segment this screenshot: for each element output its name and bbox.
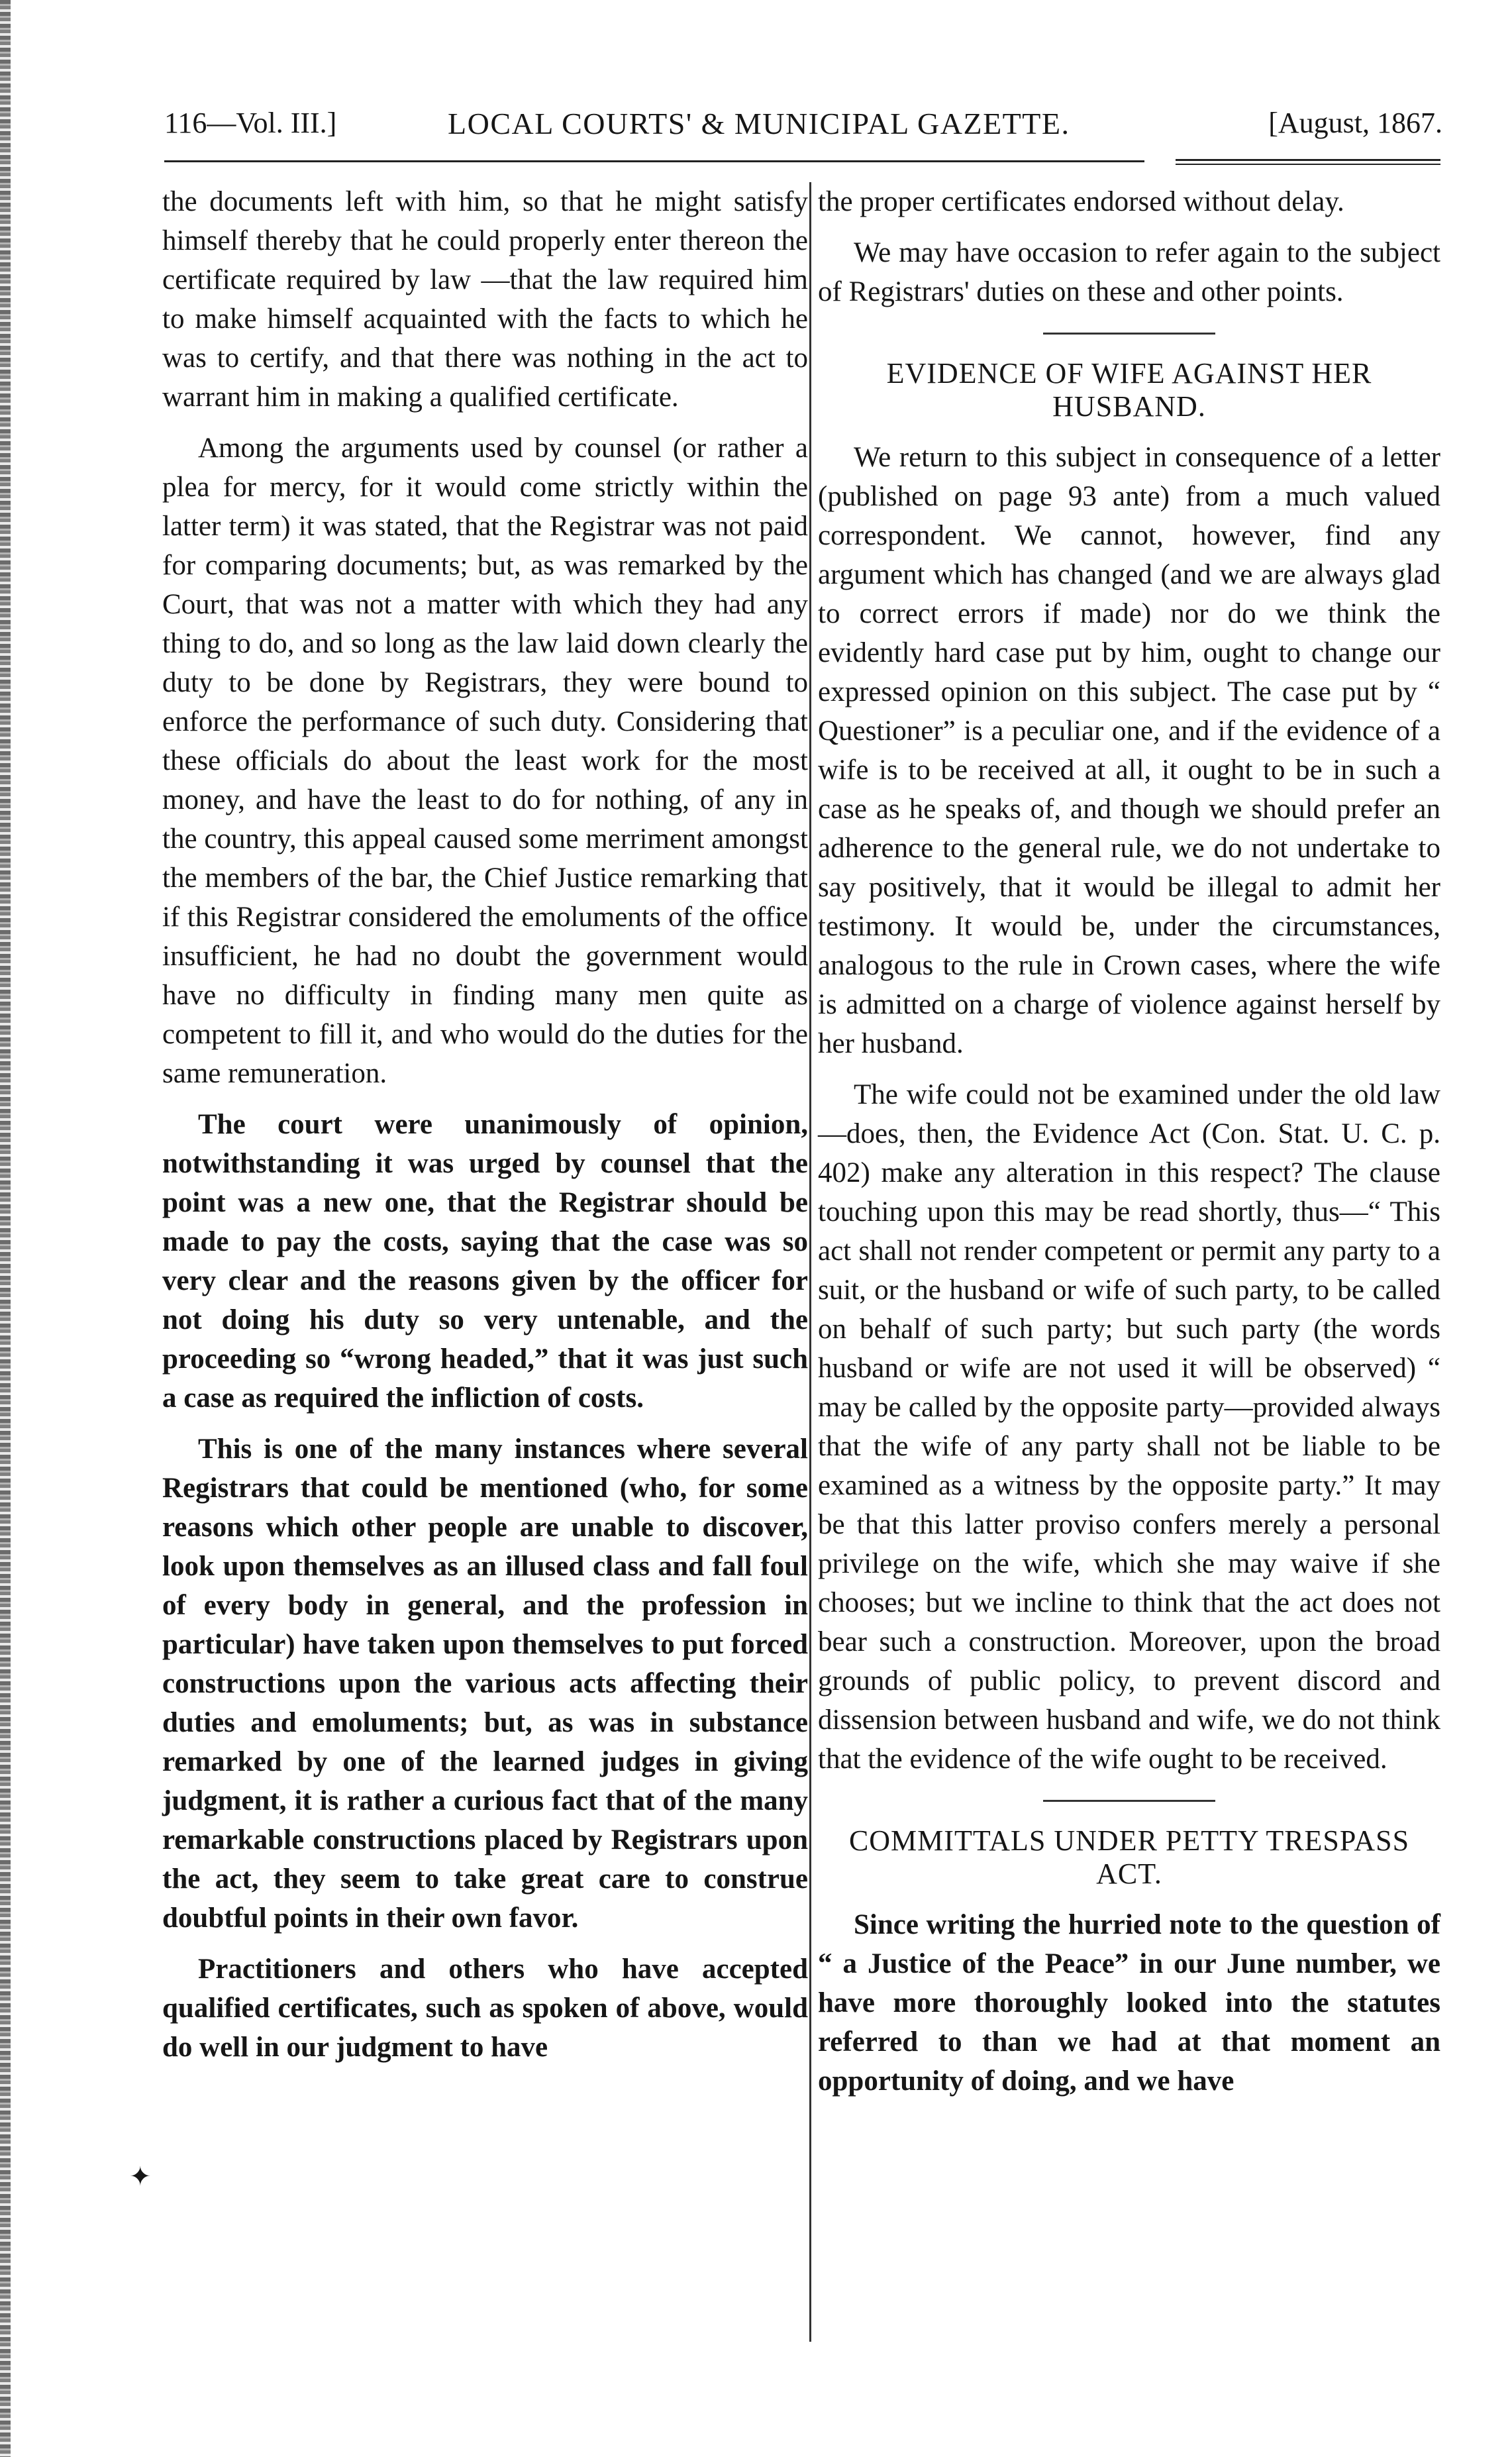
paragraph: We may have occasion to refer again to the subject of Registrars' duties on these and other points.: [818, 237, 1440, 307]
paragraph: Since writing the hurried note to the question of “ a Justice of the Peace” in our June number, we have more thoroughly looked into the statutes referred to than we had at that moment an opportunity of doing, and we have: [818, 1909, 1440, 2097]
paragraph: The wife could not be examined under the old law—does, then, the Evidence Act (Con. Stat. U. C. p. 402) make any alteration in this respect? The clause touching upon this may be read shortly, thus—“ This act shall not render competent or permit any party to a suit, or the husband or wife of such party, to be called on behalf of such party; but such party (the words husband or wife are not used it will be observed) “ may be called by the opposite party—provided always that the wife of any party shall not be liable to be examined as a witness by the opposite party.” It may be that this latter proviso confers merely a personal privilege on the wife, which she may waive if she chooses; but we incline to think that the act does not bear such a construction. Moreover, upon the broad grounds of public policy, to prevent discord and dissension between husband and wife, we do not think that the evidence of the wife ought to be received.: [818, 1079, 1440, 1775]
publication-title: LOCAL COURTS' & MUNICIPAL GAZETTE.: [448, 107, 1070, 140]
issue-date: [August, 1867.: [1268, 107, 1442, 139]
scanned-page-edge: [0, 0, 11, 2457]
paragraph: Practitioners and others who have accepted qualified certificates, such as spoken of above, would do well in our judgment to have: [162, 1954, 808, 2063]
header-rule-right: [1176, 159, 1440, 165]
paragraph: This is one of the many instances where several Registrars that could be mentioned (who, for some reasons which other people are unable to discover, look upon themselves as an illused class and fall foul of every body in general, and the profession in particular) have taken upon themselves to put forced constructions upon the various acts affecting their duties and emoluments; but, as was in substance remarked by one of the learned judges in giving judgment, it is rather a curious fact that of the many remarkable constructions placed by Registrars upon the act, they seem to take great care to construe doubtful points in their own favor.: [162, 1434, 808, 1934]
section-heading-evidence: EVIDENCE OF WIFE AGAINST HER HUSBAND.: [886, 357, 1372, 423]
paragraph: Among the arguments used by counsel (or rather a plea for mercy, for it would come strictly within the latter term) it was stated, that the Registrar was not paid for comparing documents; but, as was remarked by the Court, that was not a matter with which they had any thing to do, and so long as the law laid down clearly the duty to be done by Registrars, they were bound to enforce the performance of such duty. Considering that these officials do about the least work for the most money, and have the least to do for nothing, of any in the country, this appeal caused some merriment amongst the members of the bar, the Chief Justice remarking that if this Registrar considered the emoluments of the office insufficient, he had no doubt the government would have no difficulty in finding many men quite as competent to fill it, and who would do the duties for the same remuneration.: [162, 433, 808, 1089]
column-divider: [809, 182, 811, 2342]
paragraph: the proper certificates endorsed without delay.: [818, 186, 1344, 217]
section-divider: [1043, 1800, 1215, 1802]
margin-mark: ✦: [129, 2162, 152, 2191]
section-divider: [1043, 333, 1215, 335]
paragraph: We return to this subject in consequence of a letter (published on page 93 ante) from a much valued correspondent. We cannot, however, find any argument which has changed (and we are always glad to correct errors if made) nor do we think the evidently hard case put by him, ought to change our expressed opinion on this subject. The case put by “ Questioner” is a peculiar one, and if the evidence of a wife is to be received at all, it ought to be in such a case as he speaks of, and though we should prefer an adherence to the general rule, we do not undertake to say positively, that it would be illegal to admit her testimony. It would be, under the circumstances, analogous to the rule in Crown cases, where the wife is admitted on a charge of violence against herself by her husband.: [818, 442, 1440, 1059]
page-volume-number: 116—Vol. III.]: [164, 107, 337, 139]
right-column: [818, 182, 1440, 2113]
left-column: [162, 182, 808, 2079]
paragraph: The court were unanimously of opinion, notwithstanding it was urged by counsel that the point was a new one, that the Registrar should be made to pay the costs, saying that the case was so very clear and the reasons given by the officer for not doing his duty so very untenable, and the proceeding so “wrong headed,” that it was just such a case as required the infliction of costs.: [162, 1109, 808, 1414]
page-header: [164, 106, 1442, 159]
section-heading-committals: COMMITTALS UNDER PETTY TRESPASS ACT.: [848, 1824, 1410, 1890]
header-rule-left: [164, 160, 1144, 162]
paragraph: the documents left with him, so that he might satisfy himself thereby that he could properly enter thereon the certificate required by law —that the law required him to make himself acquainted with the facts to which he was to certify, and that there was nothing in the act to warrant him in making a qualified certificate.: [162, 186, 808, 413]
